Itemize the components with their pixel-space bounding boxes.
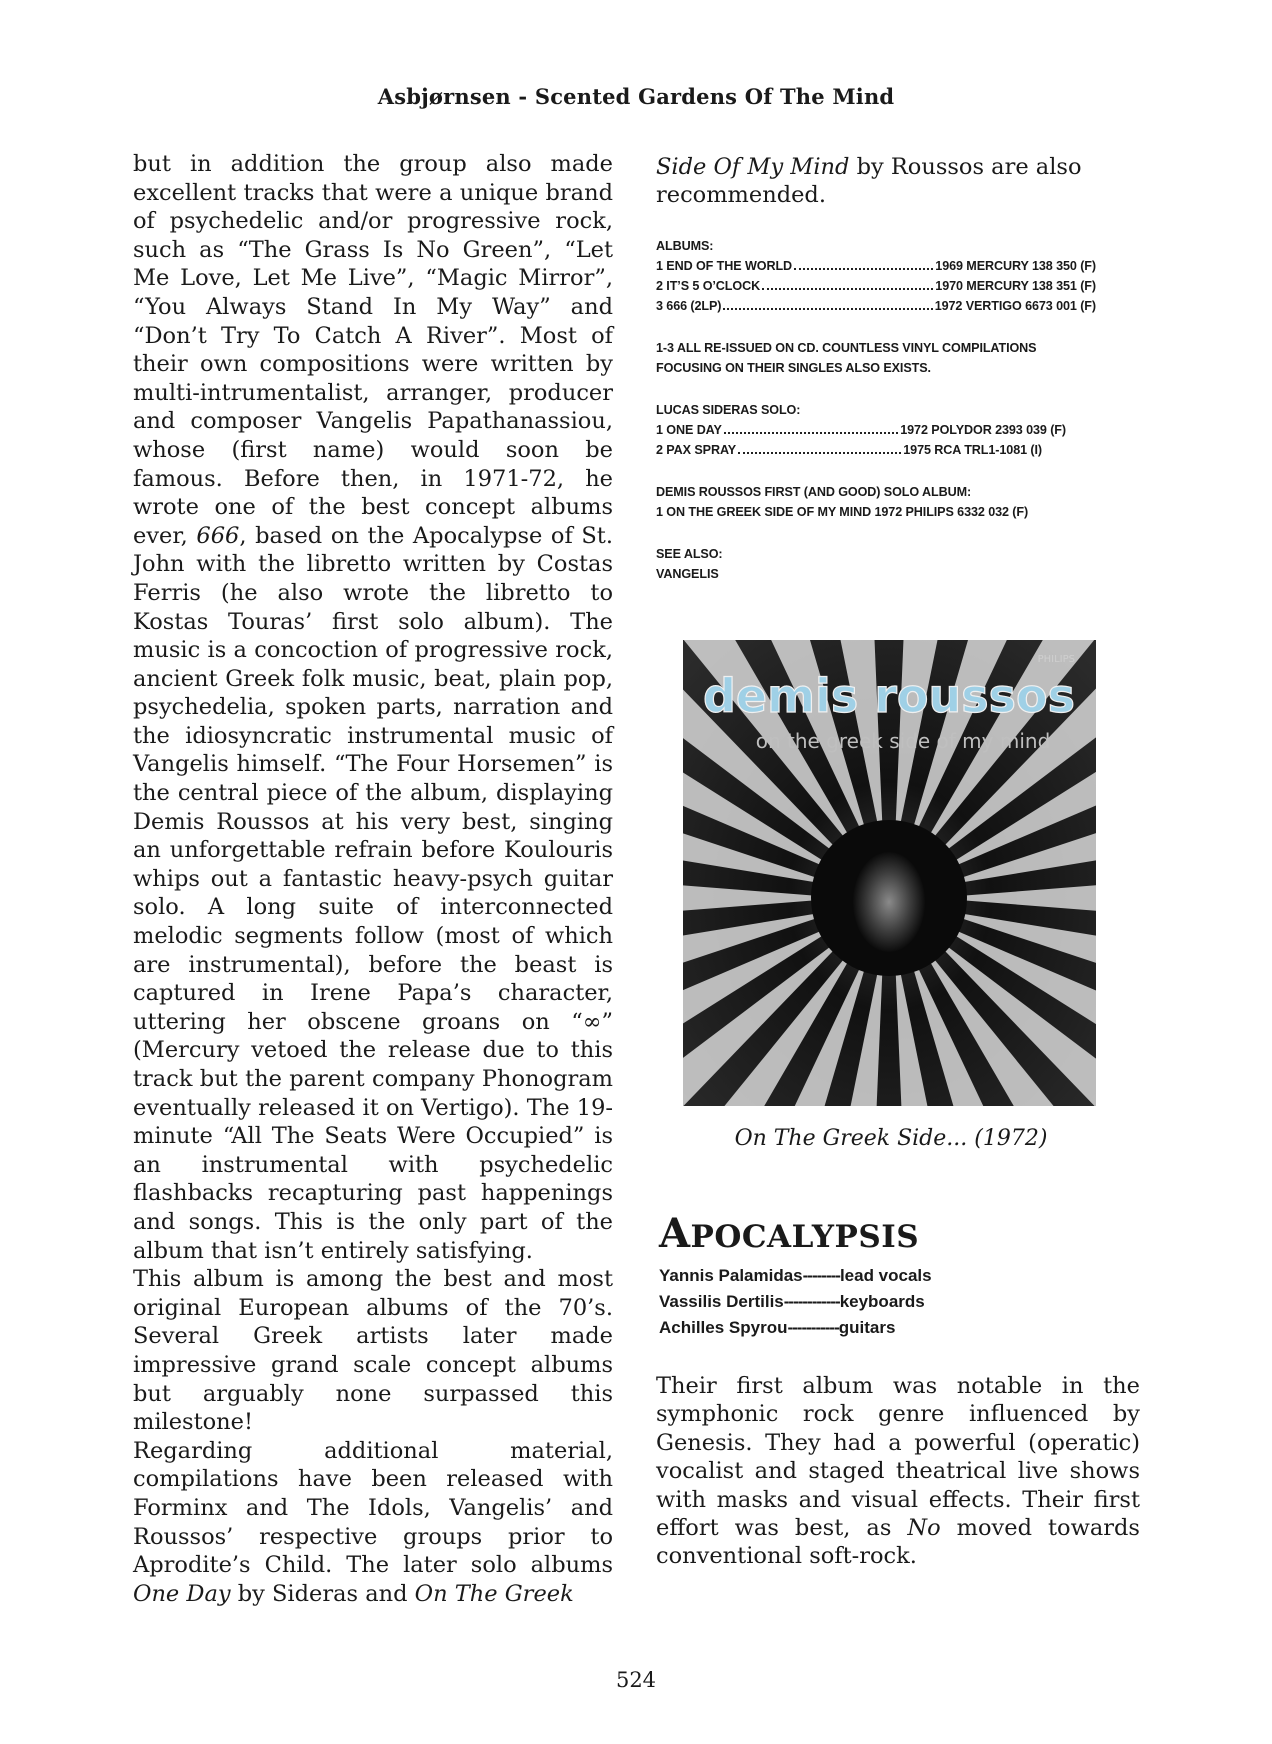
paragraph-text: moved towards conventional soft-rock.: [656, 1515, 1140, 1570]
discography-row: 2 PAX SPRAY 1975 RCA TRL1-1081 (I): [656, 442, 1042, 457]
paragraph: [133, 1437, 613, 1609]
see-also-heading: SEE ALSO:: [656, 546, 723, 561]
lineup-row: Achilles Spyrou ----------- guitars: [659, 1318, 896, 1337]
albums-heading: ALBUMS:: [656, 238, 714, 253]
album-title-italic: 666: [196, 522, 240, 549]
album-cover-art: [683, 640, 1096, 1106]
left-column: [133, 150, 613, 1608]
discography-row: 1 END OF THE WORLD 1969 MERCURY 138 350 (F): [656, 258, 1096, 273]
cover-subtitle-text: on the greek side of my mind: [755, 729, 1051, 753]
paragraph-text: but in addition the group also made excellent tracks that were a unique brand of psychedelic and/or progressive rock, such as “The Grass Is No Green”, “Let Me Love, Let Me Live”, “Magic Mirror”, “You Always Stand In My Way” and “Don’t Try To Catch A River”. Most of their own compositions were written by multi-intrumentalist, arranger, producer and composer Vangelis Papathanassiou, whose (first name) would soon be famous. Before then, in 1971-72, he wrote one of the best concept albums ever,: [133, 151, 613, 549]
reissue-note: 1-3 ALL RE-ISSUED ON CD. COUNTLESS VINYL COMPILATIONS FOCUSING ON THEIR SINGLES ALSO EXISTS.: [656, 340, 1037, 375]
discography-row: 2 IT’S 5 O’CLOCK 1970 MERCURY 138 351 (F): [656, 278, 1096, 293]
paragraph-text: by Sideras and: [230, 1580, 415, 1607]
album-title-italic: Side Of My Mind: [656, 154, 850, 180]
album-title-italic: One Day: [133, 1580, 231, 1607]
album-title-italic: No: [907, 1515, 941, 1542]
band-title: APOCALYPSIS: [659, 1210, 920, 1257]
album-cover-image: [683, 640, 1096, 1106]
album-title-italic: On The Greek: [414, 1580, 574, 1607]
cover-artist-text: demis roussos: [703, 669, 1075, 723]
page-number: 524: [615, 1668, 657, 1692]
sideras-heading: LUCAS SIDERAS SOLO:: [656, 402, 801, 417]
intro-text: [656, 153, 1140, 210]
lineup-row: Yannis Palamidas -------- lead vocals: [659, 1266, 932, 1285]
roussos-block: [656, 482, 1096, 522]
running-header: Asbjørnsen - Scented Gardens Of The Mind: [377, 84, 895, 109]
discography-row: 1 ONE DAY 1972 POLYDOR 2393 039 (F): [656, 422, 1066, 437]
paragraph-text: , based on the Apocalypse of St. John with the libretto written by Costas Ferris (he also wrote the libretto to Kostas Touras’ first solo album). The music is a concoction of progressive rock, ancient Greek folk music, beat, plain pop, psychedelia, spoken parts, narration and the idiosyncratic instrumental music of Vangelis himself. “The Four Horsemen” is the central piece of the album, displaying Demis Roussos at his very best, singing an unforgettable refrain before Koulouris whips out a fantastic heavy-psych guitar solo. A long suite of interconnected melodic segments follow (most of which are instrumental), before the beast is captured in Irene Papa’s character, uttering her obscene groans on “∞” (Mercury vetoed the release due to this track but the parent company Phonogram eventually released it on Vertigo). The 19-minute “All The Seats Were Occupied” is an instrumental with psychedelic flashbacks recapturing past happenings and songs. This is the only part of the album that isn’t entirely satisfying.: [133, 522, 614, 1264]
band-lineup: [659, 1263, 1079, 1341]
discography-row: 3 666 (2LP) 1972 VERTIGO 6673 001 (F): [656, 298, 1096, 313]
paragraph-text: Their first album was notable in the symphonic rock genre influenced by Genesis. They had a powerful (operatic) vocalist and staged theatrical live shows with masks and visual effects. Their first effort was best, as: [656, 1373, 1140, 1542]
roussos-heading: DEMIS ROUSSOS FIRST (AND GOOD) SOLO ALBUM:: [656, 484, 972, 499]
paragraph: This album is among the best and most original European albums of the 70’s. Several Greek artists later made impressive grand scale concept albums but arguably none surpassed this milestone!: [133, 1266, 613, 1436]
paragraph-text: by Roussos are also recommended.: [656, 154, 1082, 209]
sideras-block: [656, 400, 1096, 460]
see-also-block: [656, 544, 1096, 584]
roussos-album: 1 ON THE GREEK SIDE OF MY MIND 1972 PHILIPS 6332 032 (F): [656, 504, 1029, 519]
discography: [656, 236, 1096, 584]
main-paragraph: [133, 150, 613, 1265]
photo-caption: On The Greek Side... (1972): [734, 1126, 1048, 1151]
albums-block: [656, 236, 1096, 316]
see-also-link: VANGELIS: [656, 566, 719, 581]
lineup-row: Vassilis Dertilis ------------ keyboards: [659, 1292, 925, 1311]
band-description: [656, 1372, 1140, 1571]
philips-logo: PHILIPS: [1037, 654, 1075, 665]
paragraph-text: Regarding additional material, compilations have been released with Forminx and The Idols, Vangelis’ and Roussos’ respective groups prior to Aprodite’s Child. The later solo albums: [133, 1437, 613, 1579]
right-column: [656, 153, 1140, 584]
